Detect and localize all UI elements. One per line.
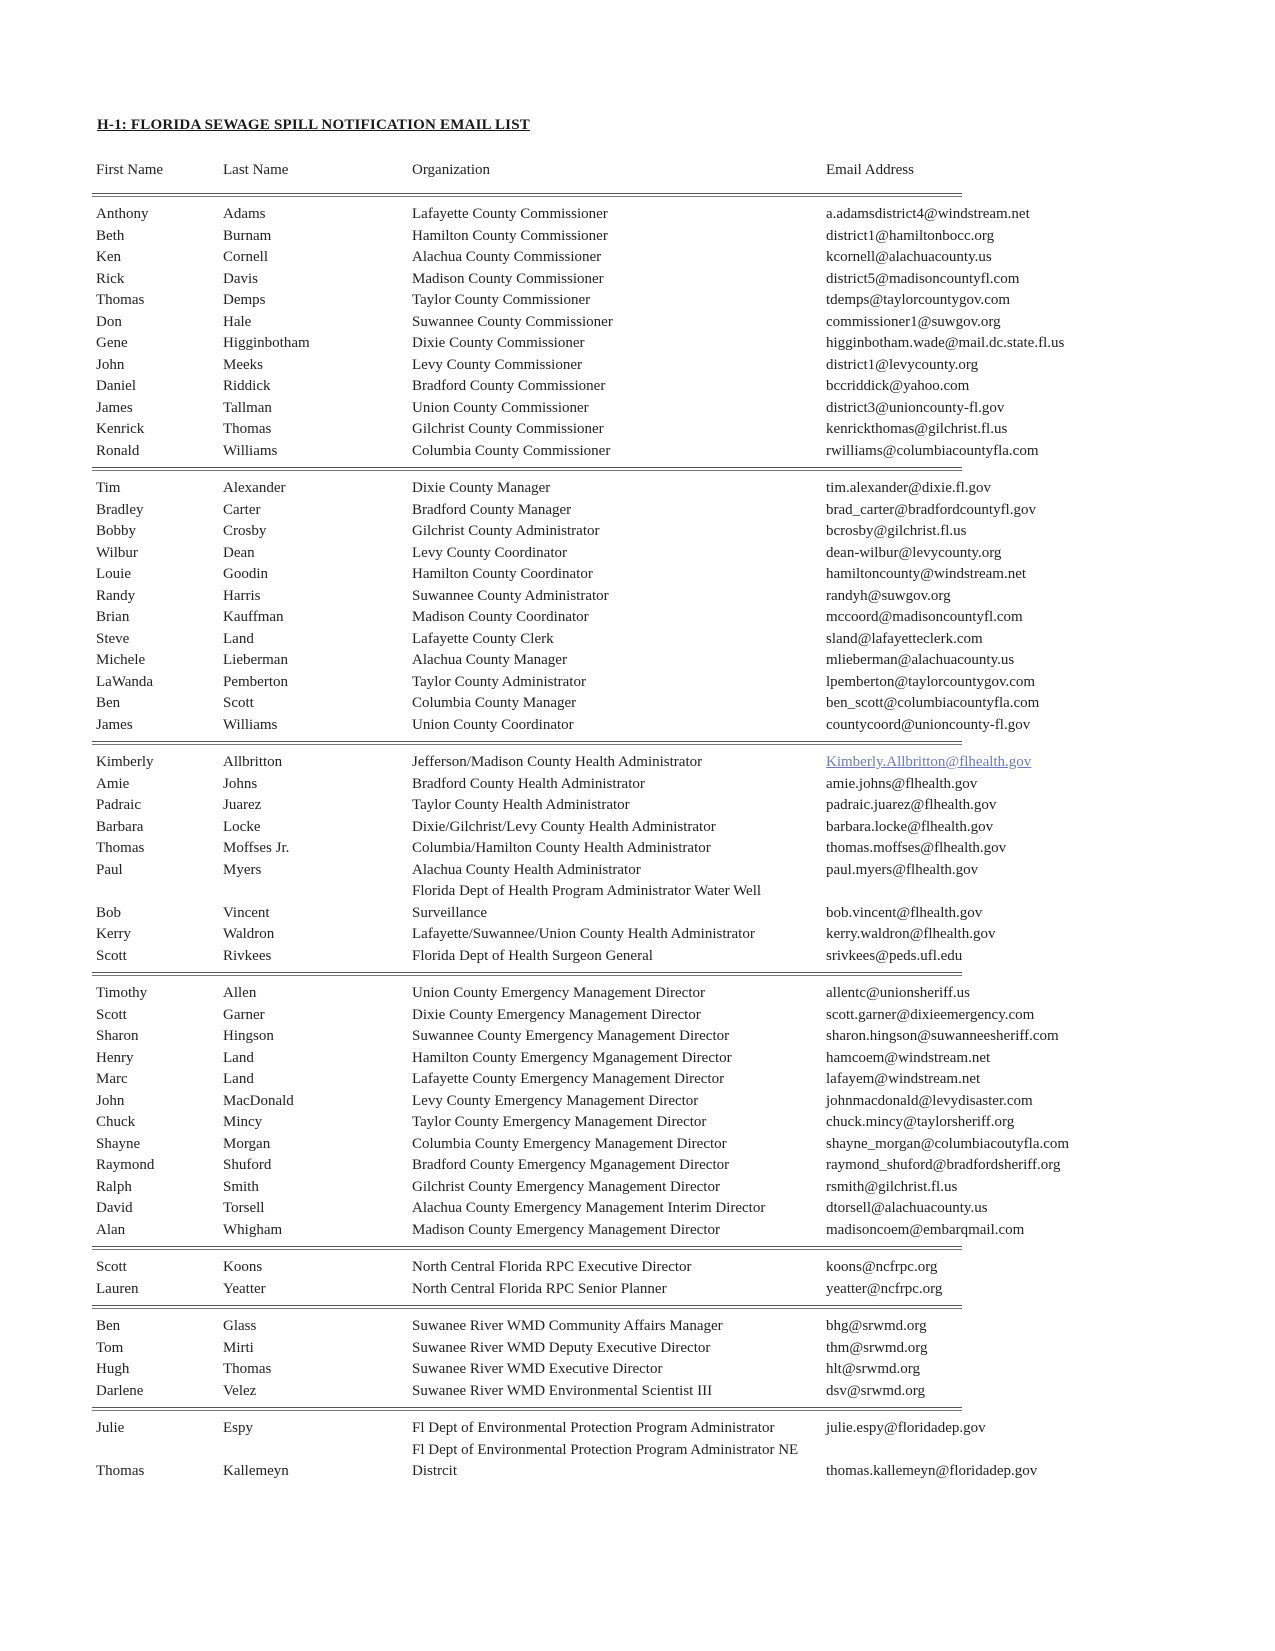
last-name-cell: Tallman — [223, 399, 272, 416]
last-name-cell: Shuford — [223, 1157, 272, 1173]
organization-cell: Lafayette County Emergency Management Director — [412, 1071, 725, 1087]
table-row — [90, 693, 1210, 715]
organization-cell: Columbia/Hamilton County Health Administrator — [412, 840, 711, 856]
last-name-cell: Land — [223, 1049, 254, 1066]
table-divider — [90, 738, 1210, 750]
table-divider — [90, 969, 1210, 981]
organization-cell: Taylor County Administrator — [412, 673, 586, 690]
last-name-cell: Lieberman — [223, 652, 288, 668]
organization-cell: Fl Dept of Environmental Protection Program Administrator — [412, 1420, 775, 1436]
document-title: H-1: FLORIDA SEWAGE SPILL NOTIFICATION EMAIL LIST — [97, 117, 530, 133]
email-cell: district1@levycounty.org — [826, 356, 979, 373]
table-row — [90, 204, 1210, 226]
first-name-cell: Darlene — [96, 1382, 144, 1399]
last-name-cell: Moffses Jr. — [223, 840, 290, 856]
first-name-cell: Ronald — [96, 442, 140, 459]
email-cell: yeatter@ncfrpc.org — [826, 1280, 943, 1297]
email-cell: hamiltoncounty@windstream.net — [826, 566, 1027, 582]
last-name-cell: Burnam — [223, 227, 272, 244]
first-name-cell: Bradley — [96, 501, 144, 518]
table-row — [90, 586, 1210, 608]
organization-cell: Fl Dept of Environmental Protection Program Administrator NE Distrcit — [412, 1441, 799, 1479]
email-cell: shayne_morgan@columbiacoutyfla.com — [826, 1135, 1070, 1152]
email-cell: allentc@unionsheriff.us — [826, 985, 970, 1001]
table-row — [90, 881, 1210, 924]
first-name-cell: Chuck — [96, 1114, 136, 1130]
first-name-cell: Alan — [96, 1221, 126, 1238]
first-name-cell: Hugh — [96, 1361, 130, 1377]
first-name-cell: Scott — [96, 1259, 127, 1275]
contact-group — [90, 1416, 1210, 1485]
email-cell: lpemberton@taylorcountygov.com — [826, 673, 1036, 690]
last-name-cell: Riddick — [223, 378, 271, 394]
organization-cell: Suwanee River WMD Environmental Scientist III — [412, 1382, 713, 1399]
table-row — [90, 1440, 1210, 1483]
table-row — [90, 1381, 1210, 1403]
first-name-cell: Timothy — [96, 985, 148, 1001]
email-cell: hamcoem@windstream.net — [826, 1049, 991, 1066]
organization-cell: Levy County Commissioner — [412, 356, 582, 373]
email-cell: srivkees@peds.ufl.edu — [826, 947, 963, 964]
first-name-cell: Tim — [96, 480, 121, 496]
table-row — [90, 1112, 1210, 1134]
first-name-cell: Thomas — [96, 840, 145, 856]
last-name-cell: Scott — [223, 695, 254, 711]
first-name-cell: Kerry — [96, 926, 131, 942]
email-cell: randyh@suwgov.org — [826, 587, 951, 604]
organization-cell: Madison County Commissioner — [412, 270, 604, 287]
email-cell: bcrosby@gilchrist.fl.us — [826, 523, 967, 539]
organization-cell: Madison County Coordinator — [412, 609, 589, 625]
last-name-cell: Koons — [223, 1259, 263, 1275]
table-row — [90, 983, 1210, 1005]
first-name-cell: Thomas — [96, 292, 145, 308]
email-cell: bob.vincent@flhealth.gov — [826, 904, 983, 921]
last-name-cell: Land — [223, 630, 254, 647]
email-cell: dsv@srwmd.org — [826, 1382, 925, 1399]
organization-cell: Alachua County Manager — [412, 652, 567, 668]
organization-cell: Hamilton County Commissioner — [412, 227, 608, 244]
email-cell: dean-wilbur@levycounty.org — [826, 544, 1002, 561]
table-row — [90, 924, 1210, 946]
last-name-cell: Whigham — [223, 1221, 283, 1238]
last-name-cell: Adams — [223, 206, 266, 222]
first-name-cell: Ken — [96, 249, 121, 265]
organization-cell: Gilchrist County Commissioner — [412, 421, 604, 437]
organization-cell: Suwannee County Administrator — [412, 587, 609, 604]
last-name-cell: Morgan — [223, 1135, 271, 1152]
email-cell: commissioner1@suwgov.org — [826, 313, 1001, 330]
table-row — [90, 269, 1210, 291]
first-name-cell: Steve — [96, 630, 130, 647]
organization-cell: North Central Florida RPC Executive Director — [412, 1259, 692, 1275]
table-row — [90, 1220, 1210, 1242]
table-row — [90, 774, 1210, 796]
contact-group — [90, 750, 1210, 969]
table-row — [90, 1198, 1210, 1220]
email-cell: tim.alexander@dixie.fl.gov — [826, 480, 992, 496]
last-name-cell: Kauffman — [223, 609, 284, 625]
organization-cell: Union County Emergency Management Director — [412, 985, 705, 1001]
table-row — [90, 1048, 1210, 1070]
organization-cell: Jefferson/Madison County Health Administrator — [412, 754, 703, 770]
first-name-cell: Barbara — [96, 818, 144, 835]
email-cell: bhg@srwmd.org — [826, 1318, 927, 1334]
first-name-cell: Anthony — [96, 206, 149, 222]
table-row — [90, 290, 1210, 312]
email-cell[interactable]: Kimberly.Allbritton@flhealth.gov — [826, 754, 1032, 770]
first-name-cell: Ben — [96, 695, 121, 711]
table-row — [90, 838, 1210, 860]
last-name-cell: Allen — [223, 985, 257, 1001]
organization-cell: Taylor County Commissioner — [412, 292, 591, 308]
last-name-cell: Hale — [223, 313, 252, 330]
first-name-cell: Shayne — [96, 1135, 141, 1152]
email-cell: sland@lafayetteclerk.com — [826, 630, 983, 647]
table-row — [90, 1257, 1210, 1279]
organization-cell: Suwanee River WMD Deputy Executive Director — [412, 1339, 711, 1356]
last-name-cell: MacDonald — [223, 1092, 294, 1109]
email-cell: tdemps@taylorcountygov.com — [826, 292, 1011, 308]
first-name-cell: Wilbur — [96, 544, 138, 561]
first-name-cell: Kimberly — [96, 754, 154, 770]
table-divider — [90, 1302, 1210, 1314]
table-row — [90, 312, 1210, 334]
table-row — [90, 543, 1210, 565]
organization-cell: Alachua County Emergency Management Interim Director — [412, 1200, 766, 1216]
first-name-cell: Paul — [96, 861, 123, 878]
email-cell: madisoncoem@embarqmail.com — [826, 1221, 1025, 1238]
first-name-cell: Henry — [96, 1049, 134, 1066]
last-name-cell: Carter — [223, 501, 261, 518]
organization-cell: Gilchrist County Administrator — [412, 523, 600, 539]
table-row — [90, 419, 1210, 441]
organization-cell: Madison County Emergency Management Director — [412, 1221, 720, 1238]
first-name-cell: Rick — [96, 270, 125, 287]
organization-cell: Suwanee River WMD Community Affairs Manager — [412, 1318, 723, 1334]
organization-cell: Levy County Emergency Management Director — [412, 1092, 699, 1109]
first-name-cell: John — [96, 356, 125, 373]
header-last-name: Last Name — [223, 162, 289, 178]
table-body — [90, 202, 1210, 1485]
header-organization: Organization — [412, 162, 491, 178]
first-name-cell: Randy — [96, 587, 136, 604]
table-divider — [90, 1243, 1210, 1255]
last-name-cell: Allbritton — [223, 754, 283, 770]
email-cell: kerry.waldron@flhealth.gov — [826, 926, 996, 942]
last-name-cell: Mirti — [223, 1339, 254, 1356]
table-row — [90, 672, 1210, 694]
table-row — [90, 521, 1210, 543]
first-name-cell: LaWanda — [96, 673, 154, 690]
first-name-cell: Bob — [96, 904, 122, 921]
last-name-cell: Kallemeyn — [223, 1463, 289, 1479]
header-first-name: First Name — [96, 162, 164, 178]
last-name-cell: Locke — [223, 818, 261, 835]
organization-cell: Dixie/Gilchrist/Levy County Health Administrator — [412, 818, 716, 835]
organization-cell: Lafayette/Suwannee/Union County Health Administrator — [412, 926, 755, 942]
last-name-cell: Hingson — [223, 1028, 274, 1044]
last-name-cell: Alexander — [223, 480, 286, 496]
last-name-cell: Demps — [223, 292, 266, 308]
email-cell: rsmith@gilchrist.fl.us — [826, 1178, 958, 1195]
first-name-cell: Brian — [96, 609, 130, 625]
last-name-cell: Rivkees — [223, 947, 272, 964]
table-row — [90, 607, 1210, 629]
last-name-cell: Waldron — [223, 926, 275, 942]
first-name-cell: Marc — [96, 1071, 128, 1087]
table-row — [90, 376, 1210, 398]
last-name-cell: Cornell — [223, 249, 268, 265]
organization-cell: Lafayette County Clerk — [412, 630, 554, 647]
last-name-cell: Smith — [223, 1178, 259, 1195]
organization-cell: Union County Commissioner — [412, 399, 589, 416]
organization-cell: Florida Dept of Health Program Administrator Water Well Surveillance — [412, 883, 762, 921]
email-cell: barbara.locke@flhealth.gov — [826, 818, 994, 835]
email-cell: a.adamsdistrict4@windstream.net — [826, 206, 1030, 222]
table-row — [90, 946, 1210, 968]
organization-cell: Dixie County Emergency Management Director — [412, 1006, 701, 1023]
organization-cell: Bradford County Commissioner — [412, 378, 606, 394]
last-name-cell: Myers — [223, 861, 262, 878]
organization-cell: Hamilton County Coordinator — [412, 566, 593, 582]
contact-group — [90, 202, 1210, 464]
table-row — [90, 1338, 1210, 1360]
table-row — [90, 500, 1210, 522]
email-cell: district3@unioncounty-fl.gov — [826, 399, 1005, 416]
first-name-cell: Louie — [96, 566, 131, 582]
first-name-cell: Sharon — [96, 1028, 139, 1044]
first-name-cell: Kenrick — [96, 421, 145, 437]
first-name-cell: Julie — [96, 1420, 125, 1436]
organization-cell: Suwannee County Emergency Management Director — [412, 1028, 730, 1044]
table-row — [90, 1091, 1210, 1113]
organization-cell: Union County Coordinator — [412, 716, 574, 733]
organization-cell: Bradford County Manager — [412, 501, 572, 518]
organization-cell: Dixie County Commissioner — [412, 335, 585, 351]
last-name-cell: Davis — [223, 270, 258, 287]
table-row — [90, 1418, 1210, 1440]
last-name-cell: Meeks — [223, 356, 263, 373]
first-name-cell: Bobby — [96, 523, 137, 539]
email-cell: ben_scott@columbiacountyfla.com — [826, 695, 1040, 711]
email-cell: kcornell@alachuacounty.us — [826, 249, 992, 265]
last-name-cell: Goodin — [223, 566, 268, 582]
email-cell: paul.myers@flhealth.gov — [826, 861, 979, 878]
table-divider — [90, 190, 1210, 202]
table-row — [90, 795, 1210, 817]
email-cell: bccriddick@yahoo.com — [826, 378, 970, 394]
last-name-cell: Torsell — [223, 1200, 265, 1216]
table-row — [90, 650, 1210, 672]
table-row — [90, 1005, 1210, 1027]
email-cell: scott.garner@dixieemergency.com — [826, 1006, 1035, 1023]
header-email-address: Email Address — [826, 162, 914, 178]
organization-cell: Suwanee River WMD Executive Director — [412, 1361, 663, 1377]
table-row — [90, 441, 1210, 463]
table-row — [90, 1316, 1210, 1338]
email-cell: julie.espy@floridadep.gov — [826, 1420, 986, 1436]
organization-cell: Alachua County Commissioner — [412, 249, 602, 265]
table-row — [90, 1026, 1210, 1048]
table-row — [90, 478, 1210, 500]
table-row — [90, 355, 1210, 377]
table-row — [90, 1155, 1210, 1177]
table-divider — [90, 1404, 1210, 1416]
email-cell: mccoord@madisoncountyfl.com — [826, 609, 1023, 625]
first-name-cell: Ben — [96, 1318, 121, 1334]
last-name-cell: Johns — [223, 775, 258, 792]
email-cell: district1@hamiltonbocc.org — [826, 227, 995, 244]
table-row — [90, 715, 1210, 737]
table-row — [90, 398, 1210, 420]
email-cell: mlieberman@alachuacounty.us — [826, 652, 1015, 668]
table-row — [90, 1279, 1210, 1301]
first-name-cell: John — [96, 1092, 125, 1109]
email-cell: chuck.mincy@taylorsheriff.org — [826, 1114, 1015, 1130]
last-name-cell: Velez — [223, 1382, 257, 1399]
organization-cell: Columbia County Emergency Management Director — [412, 1135, 727, 1152]
first-name-cell: Amie — [96, 775, 130, 792]
organization-cell: Gilchrist County Emergency Management Director — [412, 1178, 720, 1195]
organization-cell: Taylor County Health Administrator — [412, 797, 630, 813]
last-name-cell: Dean — [223, 544, 255, 561]
table-row — [90, 1134, 1210, 1156]
contact-group — [90, 1255, 1210, 1302]
email-cell: higginbotham.wade@mail.dc.state.fl.us — [826, 335, 1065, 351]
table-row — [90, 333, 1210, 355]
first-name-cell: Raymond — [96, 1157, 155, 1173]
email-cell: rwilliams@columbiacountyfla.com — [826, 442, 1039, 459]
email-cell: sharon.hingson@suwanneesheriff.com — [826, 1028, 1059, 1044]
organization-cell: Suwannee County Commissioner — [412, 313, 613, 330]
email-cell: brad_carter@bradfordcountyfl.gov — [826, 501, 1036, 518]
first-name-cell: James — [96, 399, 133, 416]
first-name-cell: Gene — [96, 335, 128, 351]
table-row — [90, 1177, 1210, 1199]
email-cell: hlt@srwmd.org — [826, 1361, 920, 1377]
table-row — [90, 564, 1210, 586]
contact-table — [90, 150, 1210, 1485]
last-name-cell: Land — [223, 1071, 254, 1087]
first-name-cell: Scott — [96, 947, 127, 964]
last-name-cell: Harris — [223, 587, 261, 604]
organization-cell: Alachua County Health Administrator — [412, 861, 641, 878]
last-name-cell: Yeatter — [223, 1280, 266, 1297]
table-row — [90, 817, 1210, 839]
last-name-cell: Glass — [223, 1318, 257, 1334]
table-divider — [90, 464, 1210, 476]
organization-cell: Columbia County Manager — [412, 695, 577, 711]
last-name-cell: Pemberton — [223, 673, 288, 690]
first-name-cell: Ralph — [96, 1178, 132, 1195]
email-cell: kenrickthomas@gilchrist.fl.us — [826, 421, 1008, 437]
organization-cell: Taylor County Emergency Management Director — [412, 1114, 707, 1130]
first-name-cell: Scott — [96, 1006, 127, 1023]
first-name-cell: Michele — [96, 652, 146, 668]
email-cell: lafayem@windstream.net — [826, 1071, 981, 1087]
first-name-cell: Thomas — [96, 1463, 145, 1479]
organization-cell: Bradford County Health Administrator — [412, 775, 645, 792]
email-cell: padraic.juarez@flhealth.gov — [826, 797, 997, 813]
table-row — [90, 247, 1210, 269]
email-cell: dtorsell@alachuacounty.us — [826, 1200, 988, 1216]
first-name-cell: James — [96, 716, 133, 733]
table-row — [90, 1359, 1210, 1381]
last-name-cell: Garner — [223, 1006, 265, 1023]
table-row — [90, 226, 1210, 248]
first-name-cell: Padraic — [96, 797, 141, 813]
email-cell: thm@srwmd.org — [826, 1339, 928, 1356]
last-name-cell: Espy — [223, 1420, 253, 1436]
email-cell: thomas.kallemeyn@floridadep.gov — [826, 1463, 1038, 1479]
last-name-cell: Williams — [223, 716, 278, 733]
email-cell: countycoord@unioncounty-fl.gov — [826, 716, 1031, 733]
email-cell: amie.johns@flhealth.gov — [826, 775, 978, 792]
table-row — [90, 752, 1210, 774]
last-name-cell: Juarez — [223, 797, 262, 813]
email-cell: thomas.moffses@flhealth.gov — [826, 840, 1007, 856]
organization-cell: Dixie County Manager — [412, 480, 551, 496]
first-name-cell: Tom — [96, 1339, 124, 1356]
first-name-cell: Lauren — [96, 1280, 139, 1297]
contact-group — [90, 476, 1210, 738]
table-row — [90, 1069, 1210, 1091]
organization-cell: Hamilton County Emergency Mganagement Director — [412, 1049, 732, 1066]
email-cell: raymond_shuford@bradfordsheriff.org — [826, 1157, 1061, 1173]
organization-cell: Levy County Coordinator — [412, 544, 567, 561]
organization-cell: Florida Dept of Health Surgeon General — [412, 947, 653, 964]
organization-cell: North Central Florida RPC Senior Planner — [412, 1280, 667, 1297]
organization-cell: Columbia County Commissioner — [412, 442, 611, 459]
last-name-cell: Williams — [223, 442, 278, 459]
email-cell: koons@ncfrpc.org — [826, 1259, 938, 1275]
last-name-cell: Thomas — [223, 421, 272, 437]
first-name-cell: David — [96, 1200, 133, 1216]
table-row — [90, 860, 1210, 882]
first-name-cell: Don — [96, 313, 122, 330]
last-name-cell: Crosby — [223, 523, 267, 539]
email-cell: district5@madisoncountyfl.com — [826, 270, 1020, 287]
last-name-cell: Thomas — [223, 1361, 272, 1377]
organization-cell: Lafayette County Commissioner — [412, 206, 608, 222]
first-name-cell: Daniel — [96, 378, 136, 394]
last-name-cell: Vincent — [223, 904, 270, 921]
table-row — [90, 629, 1210, 651]
email-cell: johnmacdonald@levydisaster.com — [826, 1092, 1033, 1109]
table-header — [90, 150, 1210, 190]
last-name-cell: Higginbotham — [223, 335, 310, 351]
last-name-cell: Mincy — [223, 1114, 263, 1130]
contact-group — [90, 1314, 1210, 1404]
first-name-cell: Beth — [96, 227, 125, 244]
organization-cell: Bradford County Emergency Mganagement Director — [412, 1157, 730, 1173]
contact-group — [90, 981, 1210, 1243]
